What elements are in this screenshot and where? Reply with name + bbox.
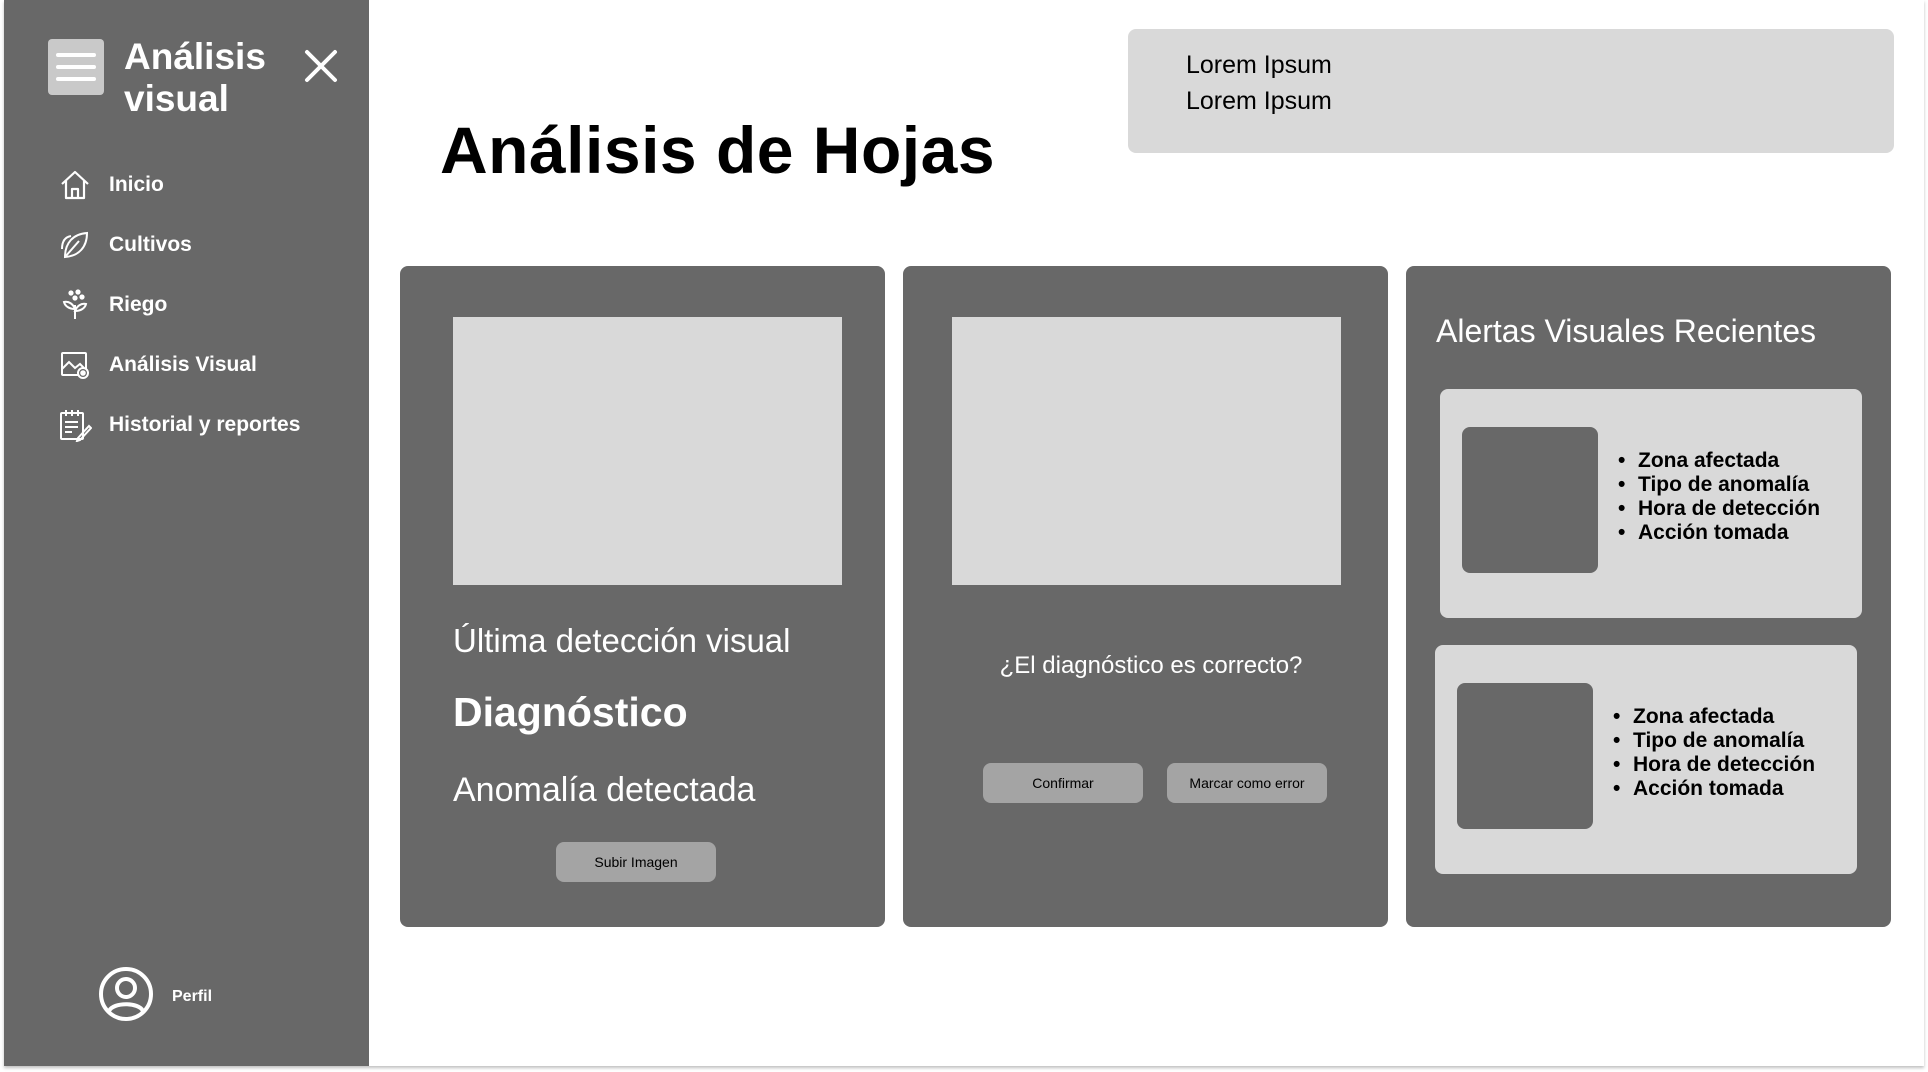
profile-link[interactable] bbox=[98, 966, 212, 1027]
notice-box bbox=[1128, 29, 1894, 153]
alert-thumbnail bbox=[1457, 683, 1593, 829]
image-analysis-icon bbox=[58, 348, 92, 382]
sidebar-item-label: Riego bbox=[109, 293, 168, 316]
sidebar-item-label: Historial y reportes bbox=[109, 413, 301, 436]
alert-field: • Tipo de anomalía bbox=[1618, 473, 1820, 497]
profile-label: Perfil bbox=[172, 987, 213, 1005]
home-icon bbox=[58, 168, 92, 202]
alert-thumbnail bbox=[1462, 427, 1598, 573]
sprout-icon bbox=[58, 288, 92, 322]
alerts-card bbox=[1406, 266, 1891, 927]
sidebar-item-cultivos[interactable] bbox=[58, 225, 300, 265]
hamburger-menu-button[interactable] bbox=[48, 39, 104, 95]
user-avatar-icon bbox=[98, 966, 154, 1027]
diagnosis-image-placeholder bbox=[952, 317, 1341, 585]
sidebar-item-label: Inicio bbox=[109, 173, 164, 196]
alert-field: • Hora de detección bbox=[1613, 753, 1815, 777]
notice-line: Lorem Ipsum bbox=[1186, 51, 1332, 79]
report-icon bbox=[58, 408, 92, 442]
hamburger-line bbox=[56, 65, 96, 69]
notice-line: Lorem Ipsum bbox=[1186, 87, 1332, 115]
alert-field: • Hora de detección bbox=[1618, 497, 1820, 521]
upload-image-button[interactable]: Subir Imagen bbox=[556, 842, 716, 882]
alert-field: • Acción tomada bbox=[1613, 777, 1815, 801]
mark-error-button[interactable]: Marcar como error bbox=[1167, 763, 1327, 803]
sidebar-item-inicio[interactable] bbox=[58, 165, 300, 205]
confirm-button[interactable]: Confirmar bbox=[983, 763, 1143, 803]
sidebar-item-label: Análisis Visual bbox=[109, 353, 257, 376]
alert-field: • Acción tomada bbox=[1618, 521, 1820, 545]
diagnosis-label: Diagnóstico bbox=[453, 689, 688, 735]
close-icon[interactable] bbox=[304, 49, 338, 83]
alert-field: • Tipo de anomalía bbox=[1613, 729, 1815, 753]
alert-fields bbox=[1618, 449, 1820, 545]
hamburger-line bbox=[56, 77, 96, 81]
sidebar-nav bbox=[58, 165, 300, 465]
sidebar-item-analisis-visual[interactable] bbox=[58, 345, 300, 385]
alert-fields bbox=[1613, 705, 1815, 801]
alert-field: • Zona afectada bbox=[1618, 449, 1820, 473]
detection-card bbox=[400, 266, 885, 927]
anomaly-label: Anomalía detectada bbox=[453, 771, 756, 809]
page-title: Análisis de Hojas bbox=[440, 113, 996, 187]
sidebar-title: Análisis visual bbox=[124, 36, 266, 119]
confirm-card bbox=[903, 266, 1388, 927]
confirm-question: ¿El diagnóstico es correcto? bbox=[999, 652, 1303, 679]
sidebar bbox=[4, 0, 369, 1066]
hamburger-line bbox=[56, 53, 96, 57]
leaf-icon bbox=[58, 228, 92, 262]
sidebar-item-historial[interactable] bbox=[58, 405, 300, 445]
detection-image-placeholder bbox=[453, 317, 842, 585]
alerts-title: Alertas Visuales Recientes bbox=[1436, 313, 1817, 349]
sidebar-item-label: Cultivos bbox=[109, 233, 192, 256]
sidebar-item-riego[interactable] bbox=[58, 285, 300, 325]
alert-field: • Zona afectada bbox=[1613, 705, 1815, 729]
detection-heading: Última detección visual bbox=[453, 622, 791, 659]
alert-item[interactable] bbox=[1440, 389, 1862, 618]
alert-item[interactable] bbox=[1435, 645, 1857, 874]
